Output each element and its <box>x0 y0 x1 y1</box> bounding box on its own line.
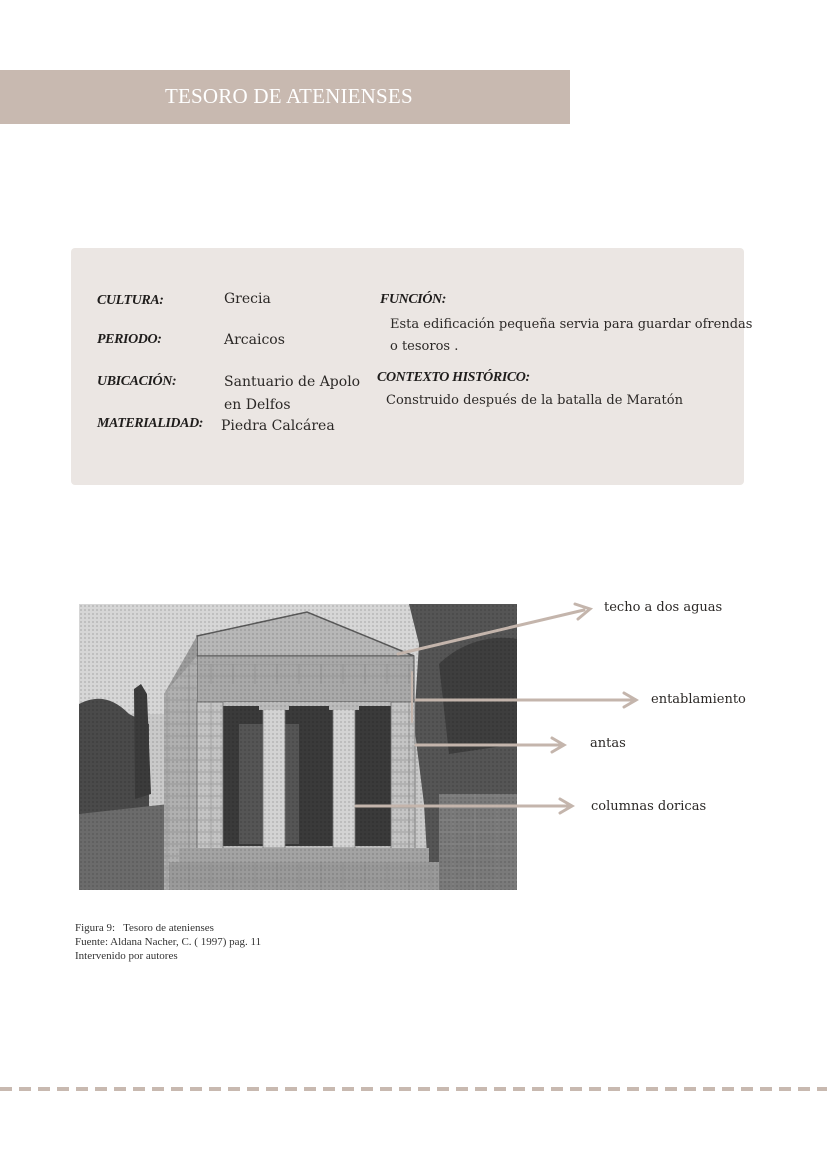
funcion-label: FUNCIÓN: <box>380 292 447 307</box>
contexto-value: Construido después de la batalla de Maratón <box>386 393 683 408</box>
callout-techo: techo a dos aguas <box>604 600 723 615</box>
treasury-photo <box>79 604 517 890</box>
figure-caption-line1: Figura 9: Tesoro de atenienses <box>75 922 214 934</box>
materialidad-label: MATERIALIDAD: <box>97 416 204 431</box>
cultura-label: CULTURA: <box>97 293 164 308</box>
callout-entablamiento: entablamiento <box>651 692 746 707</box>
page-title: TESORO DE ATENIENSES <box>165 84 413 108</box>
funcion-line2: o tesoros . <box>390 339 459 354</box>
ubicacion-value-line2: en Delfos <box>224 397 291 413</box>
info-card <box>71 248 744 485</box>
contexto-label: CONTEXTO HISTÓRICO: <box>377 370 530 385</box>
callout-antas: antas <box>590 736 626 751</box>
ubicacion-label: UBICACIÓN: <box>97 374 177 389</box>
figure-caption-line3: Intervenido por autores <box>75 950 178 962</box>
funcion-line1: Esta edificación pequeña servia para guardar ofrendas <box>390 317 753 332</box>
ubicacion-value-line1: Santuario de Apolo <box>224 374 361 390</box>
figure-caption-line2: Fuente: Aldana Nacher, C. ( 1997) pag. 11 <box>75 936 262 948</box>
callout-columnas: columnas doricas <box>591 799 707 814</box>
periodo-value: Arcaicos <box>224 332 285 348</box>
footer-dashed-rule <box>0 1087 827 1091</box>
periodo-label: PERIODO: <box>97 332 162 347</box>
materialidad-value: Piedra Calcárea <box>221 418 335 434</box>
cultura-value: Grecia <box>224 291 271 307</box>
